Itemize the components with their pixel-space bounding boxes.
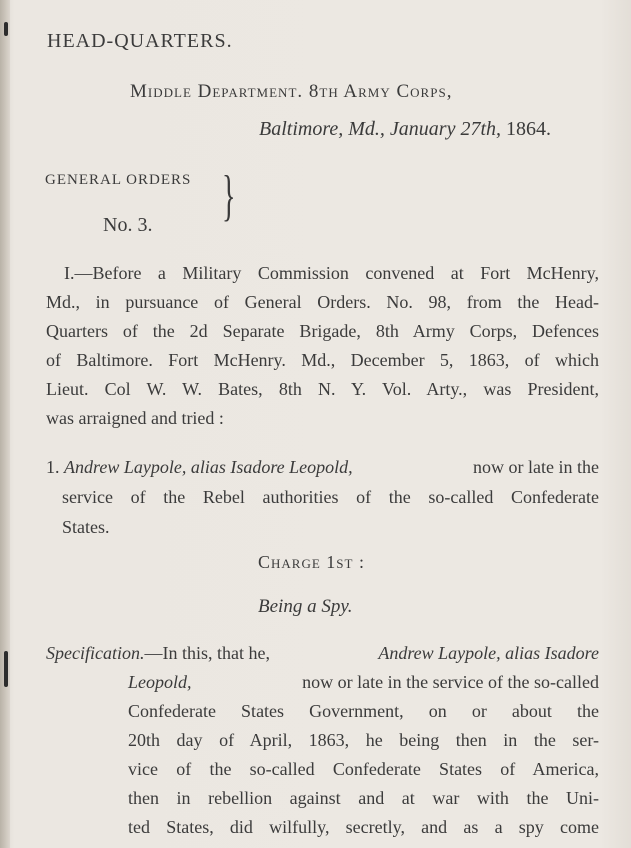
paragraph-line: Lieut. Col W. W. Bates, 8th N. Y. Vol. Arty., was President, [46,379,599,399]
accused-line: service of the Rebel authorities of the so-called Confederate [62,487,599,507]
paragraph-line: I.—Before a Military Commission convened at Fort McHenry, [64,263,599,283]
accused-line-rest: now or late in the [473,457,599,477]
specification-line: Confederate States Government, on or about the [128,701,599,721]
specification-line [128,668,599,697]
specification-label: Specification. [46,643,145,663]
department-heading: Middle Department. 8th Army Corps, [130,81,453,102]
specification-line: 20th day of April, 1863, he being then in the ser- [128,730,599,750]
binding-mark [4,22,8,36]
dateline [259,118,551,141]
accused-line [46,452,599,482]
accused-number: 1. [46,457,60,477]
paragraph-line: of Baltimore. Fort McHenry. Md., December 5, 1863, of which [46,350,599,370]
binding-mark [4,651,8,687]
specification-line: ted States, did wilfully, secretly, and as a spy come [128,817,599,837]
page-binding-edge [0,0,10,848]
section-1-paragraph [46,259,599,433]
specification-lead [46,639,270,668]
headquarters-heading: HEAD-QUARTERS. [47,30,233,52]
specification-line-rest: now or late in the service of the so-called [302,672,599,692]
accused-item [46,452,599,542]
dateline-place: Baltimore, Md., January 27th, [259,118,502,140]
orders-brace: } [222,165,236,227]
specification-line: then in rebellion against and at war with the Uni- [128,788,599,808]
specification-line: vice of the so-called Confederate States of America, [128,759,599,779]
specification-paragraph [46,639,599,842]
specification-line [46,639,599,668]
general-orders-label: GENERAL ORDERS [45,172,192,188]
charge-text: Being a Spy. [258,596,353,617]
specification-name: Andrew Laypole, alias Isadore [378,643,599,663]
paragraph-line: was arraigned and tried : [46,408,224,428]
paragraph-line: Quarters of the 2d Separate Brigade, 8th Army Corps, Defences [46,321,599,341]
specification-name-cont: Leopold, [128,672,192,692]
specification-lead-text: —In this, that he, [144,643,270,663]
accused-name: Andrew Laypole, alias Isadore Leopold, [64,457,353,477]
dateline-year: 1864. [506,118,552,140]
accused-line: States. [62,517,110,537]
paragraph-line: Md., in pursuance of General Orders. No. 98, from the Head- [46,292,599,312]
charge-heading: Charge 1st : [258,552,365,572]
accused-number-and-name [46,452,353,482]
order-number: No. 3. [103,214,153,236]
